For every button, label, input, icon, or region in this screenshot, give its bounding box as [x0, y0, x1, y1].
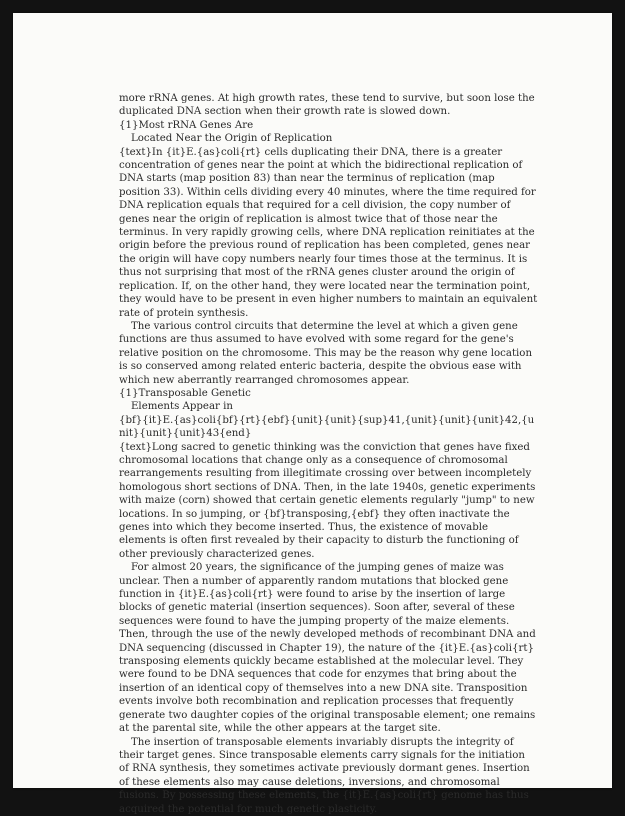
- paragraph-2: {text}In {it}E.{as}coli{rt} cells duplicating their DNA, there is a greater concentration of genes near the point at which the bidirectional replication of DNA starts (map position 83) than near the terminus of replication (map position 33). Within cells dividing every 40 minutes, where the time required for DNA replication equals that required for a cell division, the copy number of genes near the origin of replication is almost twice that of those near the terminus. In very rapidly growing cells, where DNA replication reinitiates at the origin before the previous round of replication has been completed, genes near the origin will have copy numbers nearly four times those at the terminus. It is thus not surprising that most of the rRNA genes cluster around the origin of replication. If, on the other hand, they were located near the termination point, they would have to be present in even higher numbers to maintain an equivalent rate of protein synthesis.: [119, 146, 538, 319]
- paragraph-6: The insertion of transposable elements invariably disrupts the integrity of their target genes. Since transposable elements carry signals for the initiation of RNA synthesis, they sometimes activate previously dormant genes. Insertion of these elements also may cause deletions, inversions, and chromosomal fusions. By possessing these elements, the {it}E.{as}coli{rt} genome has thus acquired the potential for much genetic plasticity.: [119, 736, 530, 815]
- heading-2-line-3: {bf}{it}E.{as}coli{bf}{rt}{ebf}{unit}{unit}{sup}41,{unit}{unit}{unit}42,{unit}{unit}{unit}43{end}: [119, 414, 535, 440]
- paragraph-5: For almost 20 years, the significance of the jumping genes of maize was unclear. Then a number of apparently random mutations that blocked gene function in {it}E.{as}coli{rt} were found to arise by the insertion of large blocks of genetic material (insertion sequences). Soon after, several of these sequences were found to have the jumping property of the maize elements. Then, through the use of the newly developed methods of recombinant DNA and DNA sequencing (discussed in Chapter 19), the nature of the {it}E.{as}coli{rt} transposing elements quickly became established at the molecular level. They were found to be DNA sequences that code for enzymes that bring about the insertion of an identical copy of themselves into a new DNA site. Transposition events involve both recombination and replication processes that frequently generate two daughter copies of the original transposable element; one remains at the parental site, while the other appears at the target site.: [119, 562, 536, 735]
- text-block: [119, 92, 538, 816]
- paragraph-1: more rRNA genes. At high growth rates, these tend to survive, but soon lose the duplicated DNA section when their growth rate is slowed down.: [119, 93, 535, 118]
- paragraph-3: The various control circuits that determine the level at which a given gene functions are thus assumed to have evolved with some regard for the gene's relative position on the chromosome. This may be the reason why gene location is so conserved among related enteric bacteria, despite the obvious ease with which new aberrantly rearranged chromosomes appear.: [119, 320, 533, 386]
- heading-1-line-2: Located Near the Origin of Replication: [131, 133, 333, 145]
- heading-2-line-2: Elements Appear in: [131, 401, 233, 413]
- paper-sheet: [13, 13, 612, 815]
- heading-1-line-1: {1}Most rRNA Genes Are: [119, 119, 254, 131]
- heading-2-line-1: {1}Transposable Genetic: [119, 387, 251, 399]
- paragraph-4: {text}Long sacred to genetic thinking was the conviction that genes have fixed chromosomal locations that change only as a consequence of chromosomal rearrangements resulting from illegitimate crossing over between incompletely homologous short sections of DNA. Then, in the late 1940s, genetic experiments with maize (corn) showed that certain genetic elements regularly "jump" to new locations. In so jumping, or {bf}transposing,{ebf} they often inactivate the genes into which they become inserted. Thus, the existence of movable elements is often first revealed by their capacity to disturb the functioning of other previously characterized genes.: [119, 441, 536, 560]
